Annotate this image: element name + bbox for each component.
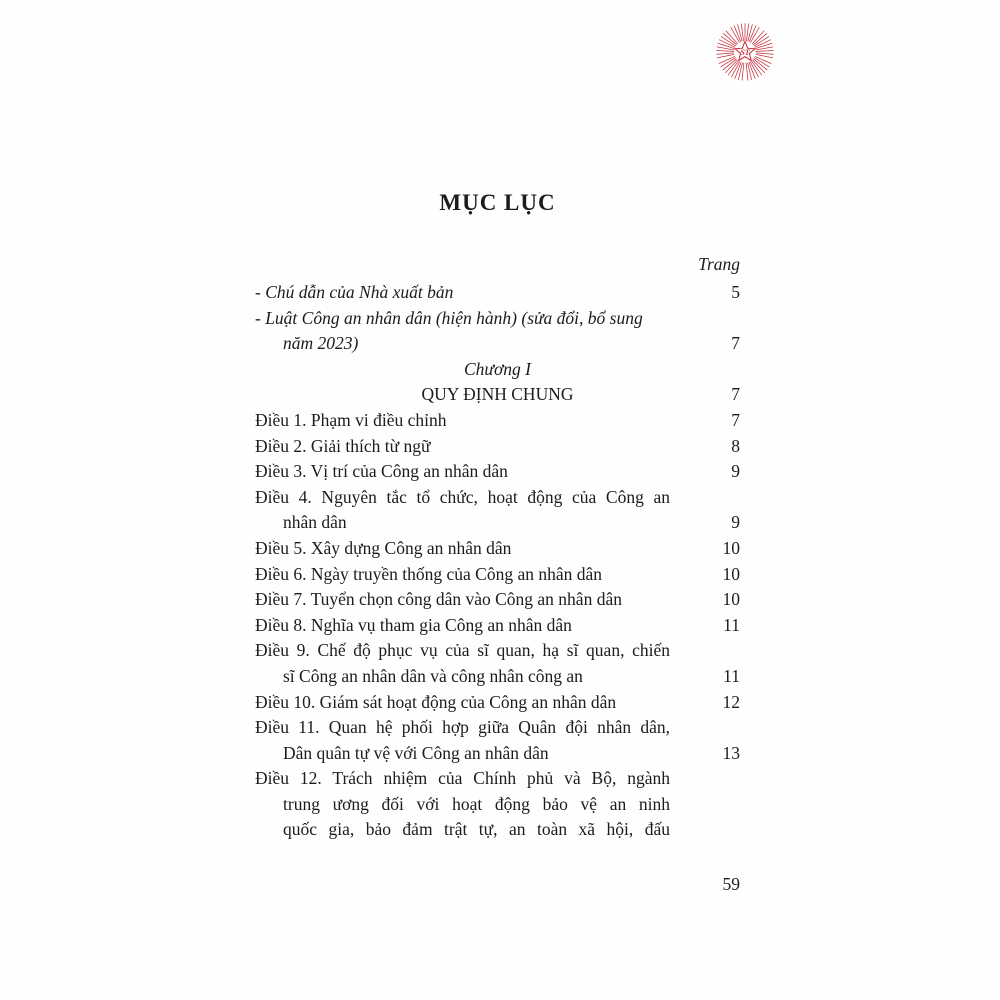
- toc-line: [255, 792, 740, 818]
- toc-line: [255, 690, 740, 716]
- page-title: MỤC LỤC: [439, 190, 556, 215]
- toc-line-text: Chương I: [463, 358, 531, 379]
- toc-line-text: Điều 8. Nghĩa vụ tham gia Công an nhân dân: [255, 614, 572, 635]
- toc-line-text: Điều 11. Quan hệ phối hợp giữa Quân đội nhân dân,: [255, 717, 670, 738]
- toc-page-number: 7: [731, 333, 740, 354]
- toc-line-text: Điều 6. Ngày truyền thống của Công an nhân dân: [255, 563, 603, 584]
- toc-line: [255, 408, 740, 434]
- footer-page-number: 59: [722, 874, 740, 894]
- toc-line: [255, 715, 740, 741]
- toc-line-text: Điều 10. Giám sát hoạt động của Công an nhân dân: [255, 691, 617, 712]
- toc-line-text: - Luật Công an nhân dân (hiện hành) (sửa đổi, bổ sung: [255, 307, 643, 328]
- toc-line: [255, 485, 740, 511]
- toc-line: [255, 613, 740, 639]
- toc-line: [255, 382, 740, 408]
- toc-line-text: - Chú dẫn của Nhà xuất bản: [255, 282, 454, 302]
- toc-page-number: 9: [731, 461, 740, 482]
- toc-line-text: Điều 5. Xây dựng Công an nhân dân: [255, 537, 512, 558]
- starburst-icon: [712, 19, 778, 85]
- toc-line-text: Dân quân tự vệ với Công an nhân dân: [283, 742, 549, 763]
- toc-line-text: nhân dân: [283, 512, 347, 533]
- toc-line: [255, 434, 740, 460]
- toc-line: [255, 562, 740, 588]
- toc-page-number: 11: [723, 614, 740, 635]
- publisher-starburst-logo: [712, 19, 778, 85]
- toc-page-number: 10: [722, 589, 740, 610]
- toc-line: [255, 536, 740, 562]
- toc-line: [255, 638, 740, 664]
- toc-line-text: quốc gia, bảo đảm trật tự, an toàn xã hội, đấu: [283, 819, 670, 840]
- toc-line-text: Điều 9. Chế độ phục vụ của sĩ quan, hạ sĩ quan, chiến: [255, 640, 670, 661]
- toc-page-number: 7: [731, 409, 740, 430]
- toc-line-text: Điều 2. Giải thích từ ngữ: [255, 435, 431, 456]
- toc-page-number: 8: [731, 435, 740, 456]
- toc-page-number: 10: [722, 537, 740, 558]
- toc-line-text: Điều 3. Vị trí của Công an nhân dân: [255, 461, 508, 482]
- toc-line: [255, 459, 740, 485]
- toc-line-text: Điều 12. Trách nhiệm của Chính phủ và Bộ, ngành: [255, 768, 670, 789]
- logo-monogram: ST: [740, 47, 750, 57]
- toc-page-number: 7: [731, 384, 740, 405]
- toc-page-number: 9: [731, 512, 740, 533]
- toc-page-number: 10: [722, 563, 740, 584]
- toc-line: [255, 331, 740, 357]
- toc-line-text: Điều 4. Nguyên tắc tổ chức, hoạt động của Công an: [255, 486, 670, 507]
- toc-line: [255, 306, 740, 332]
- toc-line: [255, 741, 740, 767]
- toc-rows: [255, 280, 740, 843]
- toc-line-text: sĩ Công an nhân dân và công nhân công an: [283, 665, 583, 686]
- toc-line: [255, 510, 740, 536]
- toc-line: [255, 280, 740, 306]
- toc-page-number: 11: [723, 665, 740, 686]
- page-column-label: Trang: [698, 254, 740, 274]
- toc-line: [255, 817, 740, 843]
- toc-line-text: trung ương đối với hoạt động bảo vệ an ninh: [283, 793, 670, 814]
- toc-page-number: 13: [722, 742, 740, 763]
- toc-line: [255, 587, 740, 613]
- toc-line: [255, 766, 740, 792]
- toc-line-text: QUY ĐỊNH CHUNG: [421, 384, 574, 405]
- toc-line-text: năm 2023): [283, 333, 359, 354]
- toc-line-text: Điều 7. Tuyển chọn công dân vào Công an nhân dân: [255, 589, 622, 610]
- toc-line: [255, 664, 740, 690]
- toc-page-number: 12: [722, 691, 740, 712]
- toc-page-number: 5: [731, 282, 740, 302]
- toc-line: [255, 357, 740, 383]
- toc-line-text: Điều 1. Phạm vi điều chỉnh: [255, 409, 447, 430]
